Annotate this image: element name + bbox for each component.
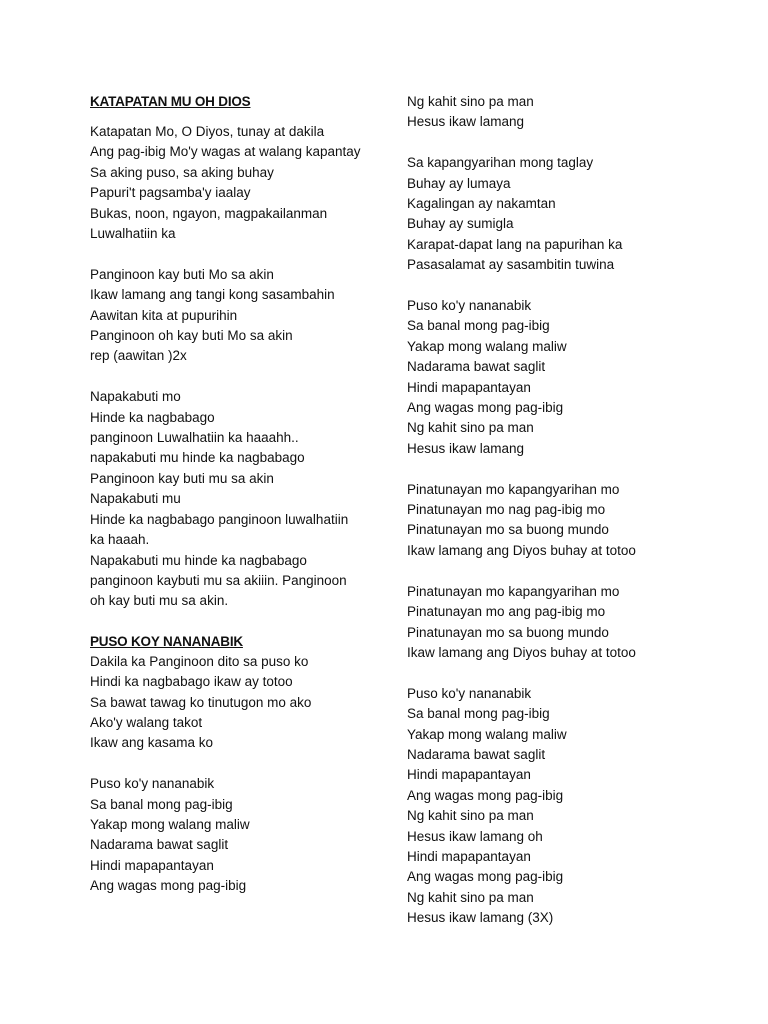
lyric-line: panginoon Luwalhatiin ka haaahh..	[90, 430, 299, 446]
lyric-line: Hesus ikaw lamang	[407, 114, 525, 130]
song2-stanza-6	[407, 480, 657, 562]
lyric-line: Sa banal mong pag-ibig	[407, 706, 550, 722]
lyric-line: Pinatunayan mo kapangyarihan mo	[407, 583, 620, 599]
lyric-line: Pasasalamat ay sasambitin tuwina	[407, 257, 615, 273]
lyric-line: Pinatunayan mo ang pag-ibig mo	[407, 604, 606, 620]
lyric-line: Ng kahit sino pa man	[407, 808, 534, 824]
song2-stanza-7	[407, 582, 657, 664]
lyric-line: Katapatan Mo, O Diyos, tunay at dakila	[90, 124, 325, 139]
lyric-line: Puso ko'y nananabik	[407, 298, 532, 314]
lyric-line: Panginoon kay buti Mo sa akin	[90, 266, 274, 282]
lyric-line: Hindi mapapantayan	[407, 379, 531, 395]
left-column	[90, 92, 362, 897]
lyric-line: napakabuti mu hinde ka nagbabago	[90, 450, 305, 466]
lyric-line: Ang wagas mong pag-ibig	[90, 878, 247, 894]
lyric-line: Ng kahit sino pa man	[407, 889, 534, 905]
lyric-line: Ang wagas mong pag-ibig	[407, 869, 564, 885]
song2-stanza-8	[407, 684, 657, 929]
lyric-line: Aawitan kita at pupurihin	[90, 307, 238, 323]
song2-stanza-2	[90, 774, 362, 896]
lyric-line: Yakap mong walang maliw	[90, 816, 250, 832]
lyric-line: Ng kahit sino pa man	[407, 420, 534, 436]
lyric-line: Pinatunayan mo kapangyarihan mo	[407, 481, 620, 497]
lyric-line: Bukas, noon, ngayon, magpakailanman	[90, 205, 328, 221]
lyric-line: Ng kahit sino pa man	[407, 94, 534, 109]
lyric-line: Sa banal mong pag-ibig	[407, 318, 550, 334]
lyric-line: Yakap mong walang maliw	[407, 338, 567, 354]
lyric-line: Napakabuti mu hinde ka nagbabago panginoon kaybuti mu sa akiiin. Panginoon oh kay buti mu sa akin.	[90, 552, 347, 609]
song2-title: PUSO KOY NANANABIK	[90, 633, 243, 649]
lyric-line: Buhay ay lumaya	[407, 175, 511, 191]
lyric-line: Panginoon oh kay buti Mo sa akin	[90, 328, 293, 344]
lyric-line: Yakap mong walang maliw	[407, 726, 567, 742]
lyric-line: Hesus ikaw lamang oh	[407, 828, 543, 844]
lyric-line: Ang wagas mong pag-ibig	[407, 787, 564, 803]
lyric-line: Napakabuti mo	[90, 389, 181, 405]
right-column	[407, 92, 657, 929]
song1-title: KATAPATAN MU OH DIOS	[90, 94, 251, 109]
song2-stanza-3	[407, 92, 657, 133]
lyric-line: Ang pag-ibig Mo'y wagas at walang kapantay	[90, 144, 361, 160]
song2-stanza-1	[90, 652, 362, 754]
lyric-line: Hindi mapapantayan	[90, 857, 214, 873]
lyric-line: Pinatunayan mo sa buong mundo	[407, 522, 609, 538]
song2-stanza-4	[407, 153, 657, 275]
lyric-line: Dakila ka Panginoon dito sa puso ko	[90, 653, 309, 669]
lyric-line: Napakabuti mu	[90, 491, 181, 507]
song2-stanza-5	[407, 296, 657, 459]
lyric-line: Karapat-dapat lang na papurihan ka	[407, 236, 623, 252]
lyric-line: Sa banal mong pag-ibig	[90, 796, 233, 812]
lyric-line: Ikaw ang kasama ko	[90, 735, 214, 751]
lyric-line: Nadarama bawat saglit	[407, 746, 546, 762]
lyric-line: Buhay ay sumigla	[407, 216, 514, 232]
lyric-line: Sa bawat tawag ko tinutugon mo ako	[90, 694, 312, 710]
song1-stanza-3	[90, 387, 362, 611]
lyric-line: Pinatunayan mo sa buong mundo	[407, 624, 609, 640]
lyric-line: Panginoon kay buti mu sa akin	[90, 470, 274, 486]
lyric-line: Hindi ka nagbabago ikaw ay totoo	[90, 674, 293, 690]
lyric-line: Sa kapangyarihan mong taglay	[407, 155, 594, 171]
lyric-line: Sa aking puso, sa aking buhay	[90, 164, 274, 180]
lyric-line: Luwalhatiin ka	[90, 226, 176, 242]
lyric-line: Ikaw lamang ang Diyos buhay at totoo	[407, 644, 636, 660]
song1-stanza-2	[90, 265, 362, 367]
lyric-line: Hesus ikaw lamang	[407, 440, 525, 456]
lyric-line: Hesus ikaw lamang (3X)	[407, 910, 554, 926]
lyric-line: Hindi mapapantayan	[407, 848, 531, 864]
lyric-line: Pinatunayan mo nag pag-ibig mo	[407, 502, 606, 518]
lyric-line: rep (aawitan )2x	[90, 348, 187, 364]
lyric-line: Ako'y walang takot	[90, 714, 203, 730]
song1-stanza-1	[90, 122, 362, 244]
lyric-line: Puso ko'y nananabik	[90, 776, 215, 792]
lyric-line: Papuri't pagsamba'y iaalay	[90, 185, 251, 201]
lyric-line: Nadarama bawat saglit	[407, 359, 546, 375]
lyric-line: Kagalingan ay nakamtan	[407, 196, 556, 212]
lyric-line: Nadarama bawat saglit	[90, 837, 229, 853]
lyric-line: Ikaw lamang ang Diyos buhay at totoo	[407, 542, 636, 558]
lyric-line: Ang wagas mong pag-ibig	[407, 400, 564, 416]
lyric-line: Puso ko'y nananabik	[407, 685, 532, 701]
lyric-line: Hindi mapapantayan	[407, 767, 531, 783]
lyric-line: Hinde ka nagbabago panginoon luwalhatiin ka haaah.	[90, 511, 349, 548]
lyric-line: Ikaw lamang ang tangi kong sasambahin	[90, 287, 335, 303]
lyric-line: Hinde ka nagbabago	[90, 409, 215, 425]
